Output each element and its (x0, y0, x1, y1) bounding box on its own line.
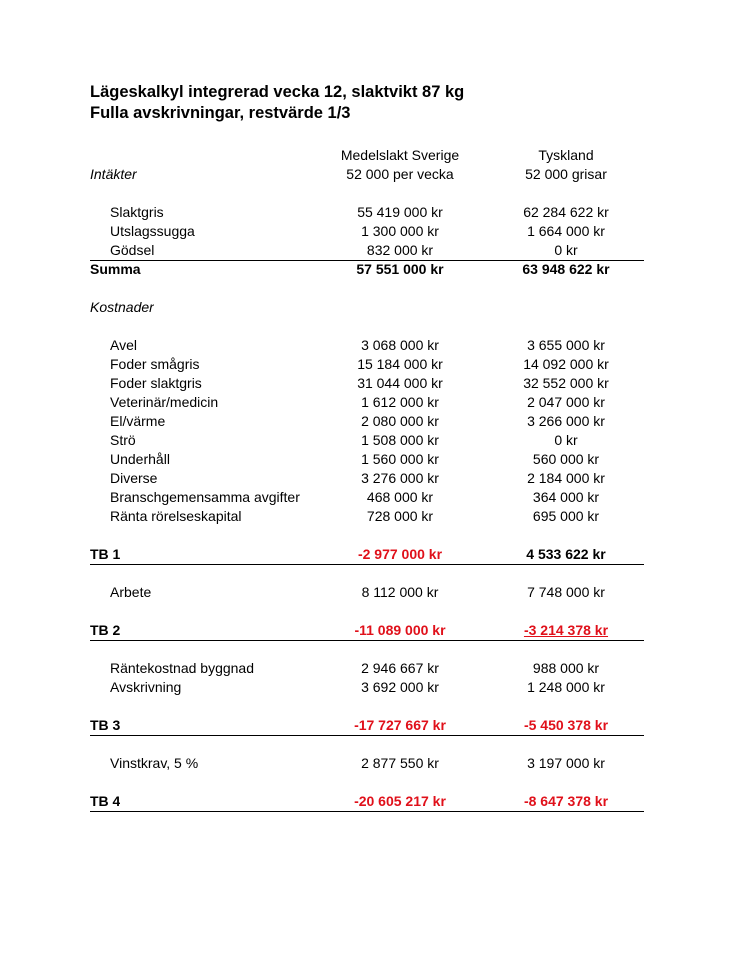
value-sverige: 3 276 000 kr (361, 470, 439, 486)
section-label-intakter: Intäkter (90, 166, 137, 182)
value-sverige: -2 977 000 kr (357, 546, 443, 562)
row-label: TB 3 (90, 717, 121, 733)
value-sverige: 1 300 000 kr (361, 223, 439, 239)
table-row (90, 431, 644, 450)
table-row (90, 583, 644, 602)
value-sverige: 2 080 000 kr (361, 413, 439, 429)
value-tyskland: -3 214 378 kr (523, 622, 609, 638)
row-label: TB 1 (90, 546, 121, 562)
table-row (90, 754, 644, 773)
table-row (90, 450, 644, 469)
value-tyskland: 63 948 622 kr (522, 261, 610, 277)
row-label: Ränta rörelseskapital (110, 508, 242, 524)
row-label: Summa (90, 261, 141, 277)
value-sverige: 1 612 000 kr (361, 394, 439, 410)
value-tyskland: 3 197 000 kr (527, 755, 605, 771)
row-label: Utslagssugga (110, 223, 195, 239)
value-tyskland: 3 266 000 kr (527, 413, 605, 429)
volume-sverige: 52 000 per vecka (346, 166, 454, 182)
value-tyskland: 2 047 000 kr (527, 394, 605, 410)
value-sverige: 468 000 kr (366, 489, 434, 505)
value-sverige: 1 560 000 kr (361, 451, 439, 467)
value-sverige: 832 000 kr (366, 242, 434, 258)
tb2-row (90, 621, 644, 641)
value-tyskland: 1 248 000 kr (527, 679, 605, 695)
value-tyskland: -5 450 378 kr (523, 717, 609, 733)
row-label: Slaktgris (110, 204, 164, 220)
kostnader-header-row (90, 298, 644, 317)
document-subtitle: Fulla avskrivningar, restvärde 1/3 (90, 104, 351, 122)
row-label: Foder smågris (110, 356, 200, 372)
tb1-row (90, 545, 644, 565)
value-sverige: 728 000 kr (366, 508, 434, 524)
table-row (90, 488, 644, 507)
table-row (90, 393, 644, 412)
value-tyskland: 32 552 000 kr (523, 375, 609, 391)
table-row (90, 469, 644, 488)
value-sverige: 1 508 000 kr (361, 432, 439, 448)
table-row (90, 659, 644, 678)
row-label: Branschgemensamma avgifter (110, 489, 300, 505)
row-label: TB 2 (90, 622, 121, 638)
row-label: Strö (110, 432, 136, 448)
value-tyskland: 364 000 kr (532, 489, 600, 505)
row-label: Avel (110, 337, 137, 353)
row-label: El/värme (110, 413, 166, 429)
value-tyskland: 1 664 000 kr (527, 223, 605, 239)
table-row (90, 374, 644, 393)
document-title: Lägeskalkyl integrerad vecka 12, slaktvikt 87 kg (90, 83, 465, 101)
row-label: Diverse (110, 470, 158, 486)
value-tyskland: 62 284 622 kr (523, 204, 609, 220)
row-label: TB 4 (90, 793, 121, 809)
value-tyskland: -8 647 378 kr (523, 793, 609, 809)
value-tyskland: 560 000 kr (532, 451, 600, 467)
table-row (90, 203, 644, 222)
row-label: Foder slaktgris (110, 375, 202, 391)
column-header-sverige: Medelslakt Sverige (340, 147, 460, 163)
row-label: Veterinär/medicin (110, 394, 219, 410)
row-label: Räntekostnad byggnad (110, 660, 254, 676)
table-row (90, 678, 644, 697)
column-header-row (90, 146, 644, 165)
value-tyskland: 0 kr (554, 242, 578, 258)
table-row (90, 241, 644, 261)
value-tyskland: 0 kr (554, 432, 578, 448)
intakter-header-row (90, 165, 644, 184)
value-tyskland: 3 655 000 kr (527, 337, 605, 353)
value-tyskland: 7 748 000 kr (527, 584, 605, 600)
value-tyskland: 4 533 622 kr (526, 546, 606, 562)
row-label: Underhåll (110, 451, 170, 467)
value-sverige: -20 605 217 kr (354, 793, 446, 809)
value-sverige: 3 692 000 kr (361, 679, 439, 695)
table-row (90, 412, 644, 431)
column-header-tyskland: Tyskland (538, 147, 594, 163)
value-sverige: 2 946 667 kr (361, 660, 439, 676)
section-label-kostnader: Kostnader (90, 299, 154, 315)
value-tyskland: 2 184 000 kr (527, 470, 605, 486)
value-sverige: 55 419 000 kr (357, 204, 443, 220)
row-label: Vinstkrav, 5 % (110, 755, 199, 771)
table-row (90, 507, 644, 526)
tb4-row (90, 792, 644, 812)
value-tyskland: 988 000 kr (532, 660, 600, 676)
tb3-row (90, 716, 644, 736)
summa-row (90, 260, 644, 279)
volume-tyskland: 52 000 grisar (525, 166, 607, 182)
value-tyskland: 14 092 000 kr (523, 356, 609, 372)
value-sverige: 15 184 000 kr (357, 356, 443, 372)
value-sverige: 8 112 000 kr (361, 584, 439, 600)
value-sverige: -17 727 667 kr (354, 717, 446, 733)
row-label: Gödsel (110, 242, 155, 258)
value-sverige: 57 551 000 kr (356, 261, 444, 277)
table-row (90, 222, 644, 241)
row-label: Arbete (110, 584, 152, 600)
value-sverige: 2 877 550 kr (361, 755, 439, 771)
row-label: Avskrivning (110, 679, 182, 695)
value-sverige: 31 044 000 kr (357, 375, 443, 391)
value-tyskland: 695 000 kr (532, 508, 600, 524)
value-sverige: -11 089 000 kr (354, 622, 446, 638)
value-sverige: 3 068 000 kr (361, 337, 439, 353)
table-row (90, 355, 644, 374)
table-row (90, 336, 644, 355)
